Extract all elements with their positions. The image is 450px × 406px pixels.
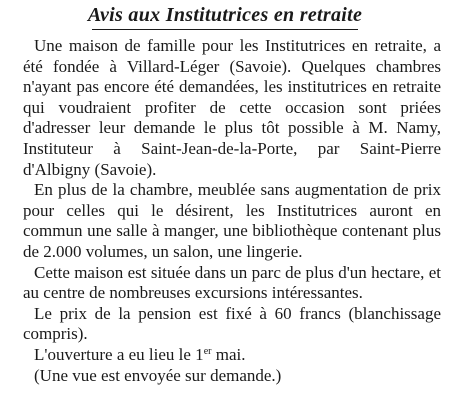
- notice-body: [23, 36, 441, 386]
- title-underline: [92, 29, 358, 30]
- notice-title: Avis aux Institutrices en retraite: [87, 4, 363, 26]
- opening-ordinal: er: [203, 345, 212, 357]
- paragraph-price: Le prix de la pension est fixé à 60 francs (blanchissage compris).: [23, 303, 441, 344]
- paragraph-view-note: (Une vue est envoyée sur demande.): [34, 365, 282, 385]
- paragraph-opening: [23, 345, 441, 366]
- opening-month: mai.: [211, 344, 246, 364]
- paragraph-foundation: Une maison de famille pour les Institutrices en retraite, a été fondée à Villard-Léger (Savoie). Quelques chambres n'ayant pas encore été demandées, les institutrices en retraite qui voudraient profiter de cette occasion sont priées d'adresser leur demande le plus tôt possible à M. Namy, Instituteur à Saint-Jean-de-la-Porte, par Saint-Pierre d'Albigny (Savoie).: [23, 36, 441, 179]
- paragraph-amenities: En plus de la chambre, meublée sans augmentation de prix pour celles qui le désirent, les Institutrices auront en commun une salle à manger, une bibliothèque contenant plus de 2.000 volumes, un salon, une lingerie.: [23, 180, 441, 261]
- opening-text: L'ouverture a eu lieu le 1: [34, 344, 204, 364]
- paragraph-location: Cette maison est située dans un parc de plus d'un hectare, et au centre de nombreuses excursions intéressantes.: [23, 262, 441, 303]
